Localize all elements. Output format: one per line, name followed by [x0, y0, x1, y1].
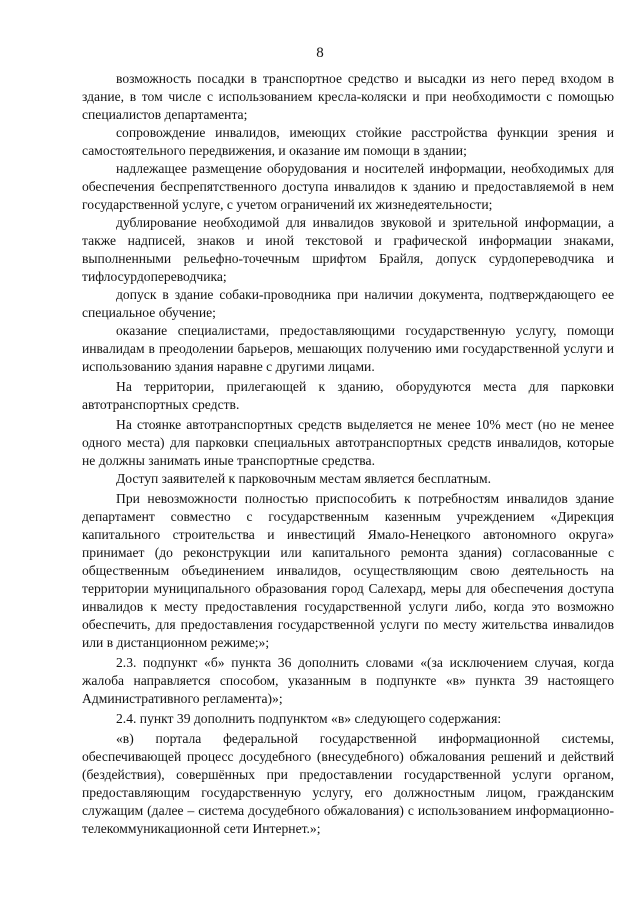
paragraph-boarding: возможность посадки в транспортное средство и высадки из него перед входом в здание, в том числе с использованием кресла-коляски и при необходимости с помощью специалистов департамента; [82, 71, 614, 122]
paragraph-amendment-2-3: 2.3. подпункт «б» пункта 36 дополнить словами «(за исключением случая, когда жалоба направляется способом, указанным в подпункте «в» пункта 39 настоящего Административного регламента)»; [82, 655, 614, 706]
paragraph-free-parking: Доступ заявителей к парковочным местам является бесплатным. [116, 471, 492, 486]
paragraph-accessibility-measures: При невозможности полностью приспособить к потребностям инвалидов здание департамент совместно с государственным казенным учреждением «Дирекция капитального строительства и инвестиций Ямало-Ненецкого автономного округа» принимает (до реконструкции или капитального ремонта здания) согласованные с общественным объединением инвалидов, осуществляющим свою деятельность на территории муниципального образования город Салехард, меры для обеспечения доступа инвалидов к месту предоставления государственной услуги либо, когда это возможно обеспечить, для предоставления государственной услуги по месту жительства инвалидов или в дистанционном режиме;»; [82, 491, 614, 650]
paragraph-parking-territory: На территории, прилегающей к зданию, оборудуются места для парковки автотранспортных средств. [82, 379, 614, 412]
paragraph-parking-quota: На стоянке автотранспортных средств выделяется не менее 10% мест (но не менее одного места) для парковки специальных автотранспортных средств инвалидов, которые не должны занимать иные транспортные средства. [82, 417, 614, 468]
paragraph-information-duplication: дублирование необходимой для инвалидов звуковой и зрительной информации, а также надписей, знаков и иной текстовой и графической информации знаками, выполненными рельефно-точечным шрифтом Брайля, допуск сурдопереводчика и тифлосурдопереводчика; [82, 215, 614, 284]
paragraph-amendment-2-4: 2.4. пункт 39 дополнить подпунктом «в» следующего содержания: [116, 711, 502, 726]
document-body [82, 70, 614, 838]
paragraph-specialist-assistance: оказание специалистами, предоставляющими государственную услугу, помощи инвалидам в преодолении барьеров, мешающих получению ими государственной услуги и использованию здания наравне с другими лицами. [82, 323, 614, 374]
paragraph-subclause-v: «в) портала федеральной государственной информационной системы, обеспечивающей процесс досудебного (внесудебного) обжалования решений и действий (бездействия), совершённых при предоставлении государственной услуги органом, предоставляющим государственную услугу, его должностным лицом, гражданским служащим (далее – система досудебного обжалования) с использованием информационно-телекоммуникационной сети Интернет.»; [82, 731, 614, 836]
paragraph-guide-dog: допуск в здание собаки-проводника при наличии документа, подтверждающего ее специальное обучение; [82, 287, 614, 320]
paragraph-equipment-placement: надлежащее размещение оборудования и носителей информации, необходимых для обеспечения беспрепятственного доступа инвалидов к зданию и предоставляемой в нем государственной услуге, с учетом ограничений их жизнедеятельности; [82, 161, 614, 212]
paragraph-escort: сопровождение инвалидов, имеющих стойкие расстройства функции зрения и самостоятельного передвижения, и оказание им помощи в здании; [82, 125, 614, 158]
page-number: 8 [316, 45, 324, 61]
